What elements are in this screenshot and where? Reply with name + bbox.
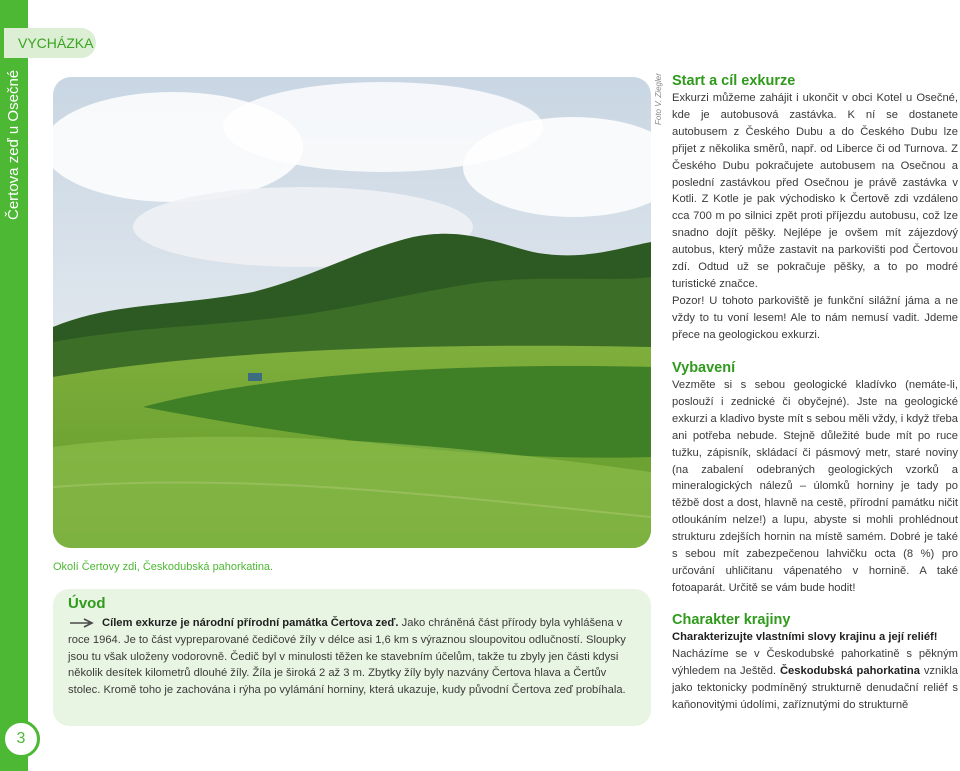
- intro-text: [68, 615, 637, 699]
- photo-credit: Foto V. Ziegler: [654, 73, 663, 125]
- intro-lead: Cílem exkurze je národní přírodní památka Čertova zeď.: [102, 617, 399, 629]
- start-section: [672, 72, 958, 344]
- equipment-heading: Vybavení: [672, 360, 736, 376]
- landscape-heading: Charakter krajiny: [672, 612, 791, 628]
- start-warning: Pozor! U tohoto parkoviště je funkční silážní jáma a ne vždy to tu voní lesem! Ale to nám nemusí vadit. Jdeme přece na geologickou exkurzi.: [672, 294, 958, 341]
- equipment-section: [672, 359, 958, 597]
- landscape-text-1: Nacházíme se v Českodubské pahorkatině s pěkným výhledem na Ještěd.: [672, 647, 958, 677]
- photo-caption: Okolí Čertovy zdi, Českodubská pahorkatina.: [53, 561, 274, 573]
- intro-body: Jako chráněná část přírody byla vyhlášena v roce 1964. Je to část vypreparované čedičové žíly v délce asi 1,6 km s výraznou sloupovitou odlučností. Sloupky jsou tu však uloženy vodorovně. Čedič byl v minulosti těžen ke stavebním účelům, takže tu zbyly jen části kdysi několik desítek kilometrů dlouhé žíly. Žíla je široká 2 až 3 m. Zbytky žíly byly nazvány Čertova hlava a Čertův stolec. Kromě toho je zachována i rýha po vylámání horniny, která ukazuje, kudy původní Čertova zeď probíhala.: [68, 617, 626, 697]
- side-band: [0, 0, 28, 771]
- start-paragraph: Exkurzi můžeme zahájit i ukončit v obci Kotel u Osečné, kde je autobusová zastávka. K ní se dostanete autobusem z Českého Dubu a do Českého Dubu lze přijet z několika směrů, např. od Liberce či od Turnova. Z Českého Dubu pokračujete autobusem na Osečnou a poslední zastávkou před Osečnou je právě zastávka v Kotli. Z Kotle je pak východisko k Čertově zdi vzdáleno cca 700 m po silnici zpět proti příjezdu autobusu, což lze snadno dojít pěšky. Nejlépe je ovšem mít zájezdový autobus, který může zastavit na parkovišti pod Čertovou zdí. Odtud už se pokračuje pěšky, a to po modré turistické značce.: [672, 92, 958, 290]
- intro-title: Úvod: [68, 595, 106, 612]
- start-heading: Start a cíl exkurze: [672, 73, 796, 89]
- intro-box: [53, 589, 651, 726]
- landscape-task: Charakterizujte vlastními slovy krajinu a její reliéf!: [672, 631, 938, 643]
- landscape-text-2: vznikla jako tektonicky podmíněný strukturně denudační reliéf s kaňonovitými údolími, zaříznutými do strukturně: [672, 664, 959, 711]
- chapter-title: Čertova zeď u Osečné: [5, 69, 22, 220]
- equipment-paragraph: Vezměte si s sebou geologické kladívko (nemáte-li, poslouží i zednické či obyčejné). Jste na geologické exkurzi a kladivo byste mít s sebou měli vždy, i když třeba ani potřeba nebude. Stejně důležité bude mít po ruce tužku, zápisník, skládací či pásmový metr, staré noviny (na zabalení odebraných geologických vzorků a mineralogických nálezů – úlomků horniny je tady po těžbě dost a dost, hlavně na cestě, přírodní památku ničit otloukáním nelze!) a lupu, abyste si mohli prohlédnout strukturu zdejších hornin na místě samém. Dobré je také s sebou mít zabezpečenou lahvičku octa (8 %) pro určování uhličitanu vápenatého v hornině. A také fotoaparát. Určitě se vám bude hodit!: [672, 379, 958, 594]
- landscape-paragraph: [672, 646, 958, 714]
- landscape-photo: [53, 77, 651, 548]
- arrow-icon: [70, 618, 98, 628]
- landscape-term: Českodubská pahorkatina: [779, 664, 920, 677]
- landscape-section: [672, 611, 958, 714]
- page-number: 3: [2, 720, 40, 758]
- section-label: VYCHÁZKA: [4, 28, 96, 58]
